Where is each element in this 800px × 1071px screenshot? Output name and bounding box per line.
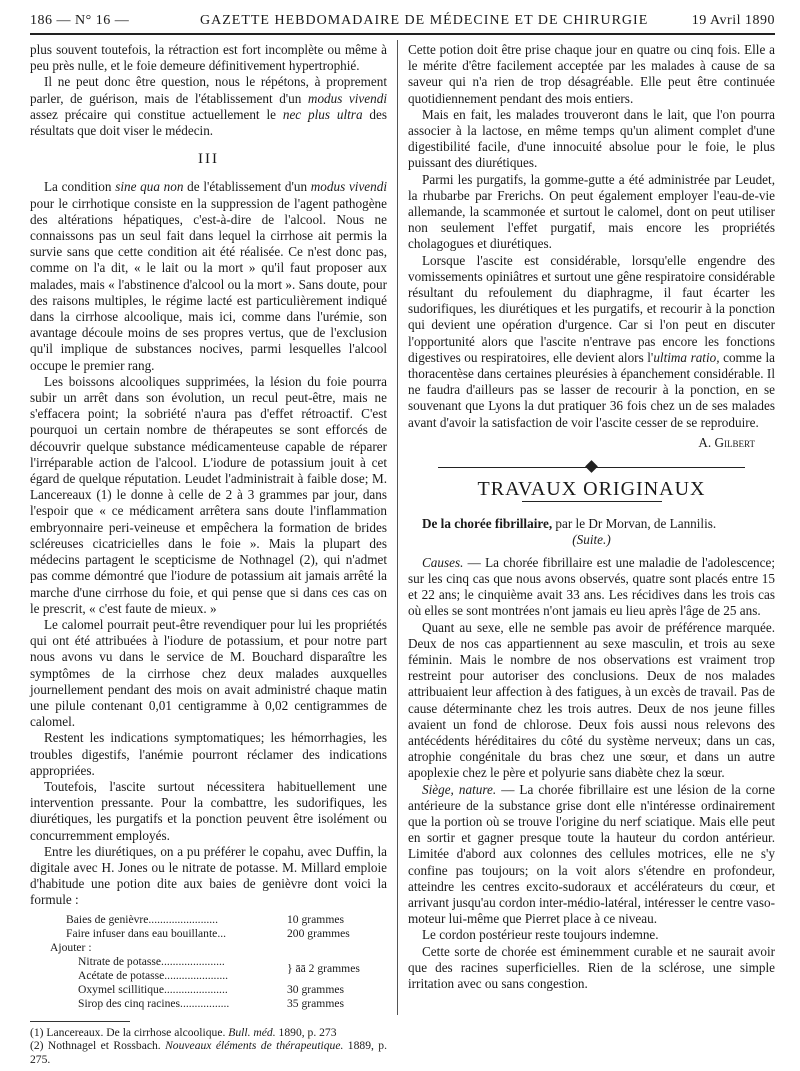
heading-underline (522, 501, 662, 502)
formula-dose: } āā 2 grammes (287, 961, 360, 975)
paragraph: Causes. — La chorée fibrillaire est une maladie de l'adolescence; sur les cinq cas que nous avons observés, quatre sont placés entre 15 et 22 ans; le cinquième avait 33 ans. Les récidives dans les trois cas où elles se sont montrées n'ont jamais eu lieu après l'âge de 25 ans. (408, 554, 776, 619)
formula-row: Ajouter : (50, 940, 92, 954)
paragraph: La condition sine qua non de l'établissement d'un modus vivendi pour le cirrhotique consiste en la suppression de l'agent pathogène des altérations hépatiques, c'est-à-dire de l'alcool. Nous ne connaissons pas un seul fait dans lequel la cirrhose ait permis la survie sans que cette condition ait été réalisée. Ce n'est donc pas, comme on l'a dit, « le lait ou la mort » qu'il faut proposer aux malades, mais « l'abstinence d'alcool ou la mort ». Sans doute, pour des raisons multiples, le régime lacté est particulièrement indiqué dans la cirrhose alcoolique, mais ici, comme dans l'urémie, son avantage découle moins de ses propres vertus, que de l'exclusion qu'il implique de substances nocives, parmi lesquelles l'alcool occupe le premier rang. (30, 179, 388, 373)
author-signature: A. Gilbert (698, 434, 755, 450)
paragraph: Siège, nature. — La chorée fibrillaire est une lésion de la corne antérieure de la substance grise dont elle n'intéresse ordinairement que la portion où se trouve l'origine du nerf sciatique. Mais elle peut en sortir et gagner presque toute la hauteur du cordon antérieur. Limitée d'abord aux colonnes des cellules motrices, elle ne s'y confine pas toujours; on la voit alors s'étendre en profondeur, atteindre les centres excito-sudoraux et accélérateurs du cœur, et arrivant jusqu'au cordon inter-médio-latéral, intéresser le centre vaso-moteur lui-même que Pierret place à ce niveau. (408, 781, 776, 927)
paragraph: Cette potion doit être prise chaque jour en quatre ou cinq fois. Elle a le mérite d'être facilement acceptée par les malades à cause de sa saveur qui n'a rien de trop désagréable. Elle peut être continuée quotidiennement pendant des mois entiers. (408, 42, 775, 106)
page-number: 186 — N° 16 — (30, 13, 130, 28)
continued-label: (Suite.) (572, 532, 611, 548)
paragraph: Les boissons alcooliques supprimées, la lésion du foie pourra subir un arrêt dans son évolution, un recul peut-être, mais ne s'effacera point; la sobriété n'aura pas d'effet rétroactif. C'est pourquoi un certain nombre de thérapeutes se sont efforcés de découvrir quelque substance médicamenteuse capable de réparer l'irréparable action de l'alcool. L'iodure de potassium jouit à cet égard de quelque réputation. Leudet l'administrait à faible dose; M. Lancereaux (1) le donne à celle de 2 à 3 grammes par jour, dans l'espoir que « ce médicament arrêtera sans doute l'inflammation embryonnaire peri-veineuse et empêchera la formation de brides scléreuses cicatricielles dans le foie ». Mais la plupart des médecins partagent le scepticisme de Nothnagel (2), qui n'admet pas comme démontré que l'iodure de potassium ait jamais arrêté la marche d'une cirrhose du foie, et qui pense que si dans ces cas on le prescrit, « c'est faute de mieux. » (30, 373, 387, 616)
paragraph: Le calomel pourrait peut-être revendiquer pour lui les propriétés qui ont été attribuées à l'iodure de potassium, et pour notre part nous avons vu dans le service de M. Bouchard disparaître les symptômes de la cirrhose chez deux malades auxquelles journellement pendant des mois on avait administré chaque matin une pilule contenant 0,01 centigramme à 0,02 centigrammes de calomel. (30, 616, 387, 730)
formula-row: Acétate de potasse...................... (78, 968, 229, 982)
paragraph: Parmi les purgatifs, la gomme-gutte a été administrée par Leudet, la rhubarbe par Frerichs. On peut également employer l'eau-de-vie allemande, la scammonée et surtout le calomel, dont on peut utiliser non seulement l'effet purgatif, mais encore les propriétés cholagogues et diurétiques. (408, 171, 775, 252)
formula-row: Oxymel scillitique...................... 30 grammes (78, 982, 344, 996)
italic-term: modus vivendi (310, 179, 388, 195)
separator-ornament (408, 461, 775, 475)
paragraph: Restent les indications symptomatiques; les hémorrhagies, les troubles digestifs, l'anémie pourront réclamer des indications appropriées. (30, 730, 387, 778)
header-rule (30, 33, 775, 35)
paragraph: Entre les diurétiques, on a pu préférer le copahu, avec Duffin, la digitale avec H. Jones ou le nitrate de potasse. M. Millard emploie d'habitude une potion dite aux baies de genièvre dont voici la formule : (30, 843, 387, 908)
section-number: III (198, 151, 219, 168)
footnote-2: (2) Nothnagel et Rossbach. Nouveaux éléments de thérapeutique. 1889, p. 275. (30, 1039, 387, 1066)
running-header (30, 12, 775, 30)
column-divider (397, 40, 398, 1015)
article-title: De la chorée fibrillaire, par le Dr Morvan, de Lannilis. (422, 516, 717, 532)
paragraph: plus souvent toutefois, la rétraction est fort incomplète ou même à peu près nulle, et le foie demeure définitivement hypertrophié. (30, 42, 387, 74)
footnote-1: (1) Lancereaux. De la cirrhose alcoolique. Bull. méd. 1890, p. 273 (30, 1025, 337, 1039)
right-column (408, 42, 775, 992)
italic-term: nec plus ultra (282, 106, 363, 122)
formula-row: Nitrate de potasse...................... (78, 954, 225, 968)
paragraph: Le cordon postérieur reste toujours indemne. (422, 927, 659, 943)
italic-term: sine qua non (115, 179, 184, 195)
paragraph: Quant au sexe, elle ne semble pas avoir de préférence marquée. Deux de nos cas appartiennent au sexe masculin, et trois au sexe féminin. Mais le nombre de nos observations est vraiment trop restreint pour autoriser des conclusions. Deux de nos malades attribuaient leur affection à des fatigues, à un excès de travail. Pas de cause déterminante chez les trois autres. Deux de nos jeune filles avaient un fond de chlorose. Deux fois aussi nous relevons des antécédents héréditaires du côté du système nerveux; dans un cas, atrophie congénitale du bras chez une sœur, et dans un autre apoplexie chez le père et polyurie sans diabète chez la sœur. (408, 619, 775, 781)
issue-date: 19 Avril 1890 (691, 13, 775, 28)
formula-row: Baies de genièvre........................ 10 grammes (66, 912, 344, 926)
section-heading: TRAVAUX ORIGINAUX (477, 478, 706, 501)
prescription-formula (30, 913, 387, 1011)
paragraph: Mais en fait, les malades trouveront dans le lait, que l'on pourra associer à la lactose, en même temps qu'un aliment complet d'une digestibilité facile, d'une innocuité absolue pour le foie, le plus puissant des diurétiques. (408, 106, 775, 171)
journal-title: GAZETTE HEBDOMADAIRE DE MÉDECINE ET DE CHIRURGIE (200, 13, 649, 28)
paragraph: Lorsque l'ascite est considérable, lorsqu'elle engendre des vomissements opiniâtres et surtout une gêne respiratoire considérable résultant du refoulement du diaphragme, il faut écarter les sudorifiques, les diurétiques et les purgatifs, et recourir à la ponction qui devient une opération d'urgence. Car si l'on peut en discuter l'opportunité alors que l'ascite n'entrave pas encore les fonctions digestives ou respiratoires, elle devient alors l'ultima ratio, comme la thoracentèse dans certaines pleurésies à épanchement considérable. Il ne faudra d'ailleurs pas se lasser de recourir à la ponction, en se souvenant que Lyons la dut pratiquer 36 fois chez un de ses malades avant d'avoir la satisfaction de voir l'ascite cesser de se reproduire. (408, 252, 775, 430)
footnote-rule (30, 1021, 130, 1022)
formula-group (30, 955, 387, 983)
formula-row: Sirop des cinq racines................. 35 grammes (78, 996, 344, 1010)
paragraph: Il ne peut donc être question, nous le répétons, à proprement parler, de guérison, mais de l'établissement d'un modus vivendi assez précaire qui constitue actuellement le nec plus ultra des résultats que doit viser le médecin. (30, 74, 388, 139)
formula-row: Faire infuser dans eau bouillante... 200 grammes (66, 926, 350, 940)
italic-term: ultima ratio, (653, 349, 720, 365)
italic-term: modus vivendi (307, 90, 387, 106)
paragraph: Toutefois, l'ascite surtout nécessitera habituellement une intervention pressante. Pour la combattre, les sudorifiques, les diurétiques, les purgatifs et la ponction peuvent être isolément ou concurremment employés. (30, 778, 387, 843)
paragraph: Cette sorte de chorée est éminemment curable et ne saurait avoir que des racines superficielles. Rien de la sclérose, une simple irritation avec ou sans congestion. (408, 943, 775, 991)
left-column (30, 42, 387, 1066)
